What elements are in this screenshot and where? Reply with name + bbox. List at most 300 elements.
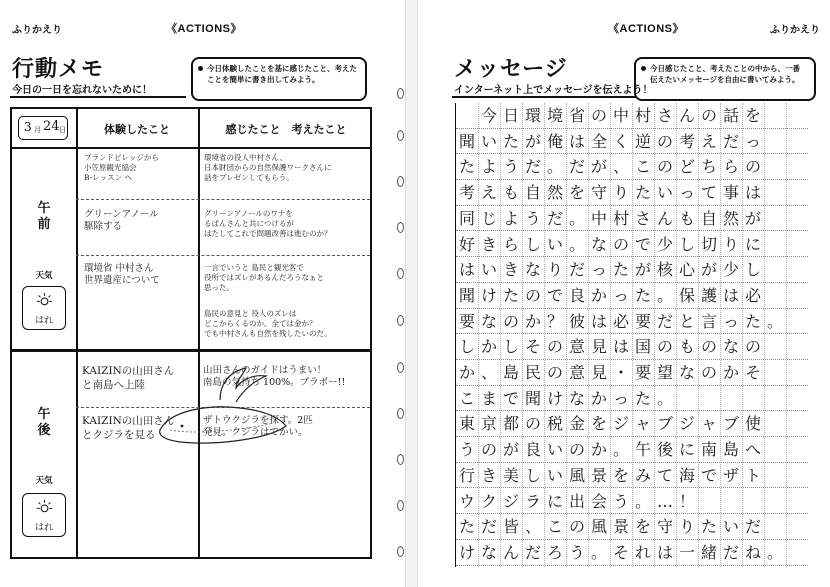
- message-char: …: [657, 491, 673, 511]
- message-char: 海: [678, 465, 695, 485]
- message-char: た: [744, 311, 761, 331]
- corner-label: ふりかえり: [12, 25, 62, 36]
- entry-separator: [76, 199, 370, 200]
- message-char: か: [480, 337, 497, 357]
- message-char: 考: [458, 183, 475, 203]
- ring-hole: [397, 500, 404, 511]
- message-char: 、: [612, 157, 629, 177]
- message-char: う: [502, 157, 519, 177]
- message-char: 好: [458, 234, 475, 254]
- message-line: [456, 129, 808, 155]
- message-char: ！: [678, 491, 695, 511]
- page-gutter: [405, 0, 418, 587]
- message-char: な: [568, 388, 585, 408]
- message-char: ろ: [546, 542, 563, 562]
- message-char: っ: [678, 183, 695, 203]
- message-char: 見: [590, 363, 607, 382]
- thoughts-entry: 一言でいうと 島民と観光客で 役所ではズレがあるんだろうなぁと 思った。: [204, 263, 324, 292]
- message-line: [456, 514, 808, 540]
- message-char: 緒: [700, 542, 717, 562]
- whale-drawing: [150, 360, 310, 450]
- message-char: し: [678, 234, 695, 254]
- message-char: で: [700, 465, 717, 485]
- title-rule: [10, 96, 186, 98]
- message-char: の: [546, 363, 563, 382]
- message-char: 守: [590, 183, 607, 203]
- message-char: い: [546, 440, 563, 460]
- thoughts-entry: ザトウクジラを探す。2匹 発見。クジラはでかい。: [203, 415, 313, 439]
- message-char: し: [524, 234, 541, 254]
- message-char: 中: [590, 208, 607, 228]
- message-char: も: [502, 183, 519, 203]
- message-char: 美: [502, 465, 519, 485]
- message-char: い: [656, 183, 673, 203]
- message-char: ブ: [722, 414, 739, 434]
- message-char: は: [722, 285, 739, 305]
- message-char: ク: [480, 491, 497, 511]
- date-month-unit: 月: [34, 126, 41, 134]
- message-char: 使: [744, 414, 761, 434]
- message-char: 境: [546, 106, 563, 125]
- message-char: ウ: [458, 491, 475, 511]
- message-char: を: [612, 465, 629, 485]
- hint-box: [634, 57, 816, 101]
- actions-tag: 《ACTIONS》: [166, 23, 242, 35]
- message-char: し: [524, 465, 541, 485]
- period-afternoon: 午 後: [37, 407, 51, 439]
- message-char: だ: [480, 517, 497, 537]
- left-page: [0, 0, 405, 587]
- message-char: の: [568, 440, 585, 460]
- message-char: の: [502, 311, 519, 331]
- message-char: 、: [480, 363, 497, 382]
- message-char: ？: [546, 311, 563, 331]
- message-char: が: [634, 260, 651, 280]
- message-char: ど: [678, 157, 695, 177]
- message-line: [456, 309, 808, 335]
- message-line: [456, 206, 808, 232]
- message-char: だ: [524, 542, 541, 562]
- message-char: た: [502, 285, 519, 305]
- message-char: い: [546, 234, 563, 254]
- message-char: よ: [480, 157, 497, 177]
- message-char: を: [634, 517, 651, 537]
- message-char: 民: [524, 363, 541, 382]
- message-char: の: [612, 234, 629, 254]
- message-char: に: [744, 234, 761, 254]
- message-char: た: [634, 183, 651, 203]
- message-char: っ: [722, 311, 739, 331]
- message-char: 核: [656, 260, 673, 280]
- thoughts-entry-extra: 島民の意見と 役人のズレは どこからくるのか。全ては金か？ でも中村さんも自然を残したいのだ。: [204, 309, 332, 338]
- message-line: [456, 540, 808, 566]
- message-char: ャ: [634, 414, 651, 434]
- actions-tag: 《ACTIONS》: [608, 23, 684, 35]
- message-char: 島: [502, 363, 519, 382]
- message-char: ち: [700, 157, 717, 177]
- message-char: い: [546, 465, 563, 485]
- message-char: 村: [634, 106, 651, 125]
- message-char: な: [590, 234, 607, 254]
- message-line: [456, 437, 808, 463]
- message-char: 意: [568, 337, 585, 357]
- message-char: ね: [744, 542, 761, 562]
- message-char: し: [744, 260, 761, 280]
- message-char: じ: [480, 208, 497, 228]
- memo-table: [10, 107, 372, 559]
- column-header-thoughts: 感じたこと 考えたこと: [225, 123, 347, 136]
- message-line: [456, 411, 808, 437]
- message-char: に: [546, 491, 563, 511]
- message-char: の: [700, 337, 717, 357]
- message-char: で: [502, 388, 519, 408]
- message-char: こ: [546, 517, 563, 537]
- message-char: ジ: [678, 414, 695, 434]
- message-char: く: [612, 131, 629, 151]
- sun-icon: [36, 292, 53, 309]
- message-char: 少: [656, 234, 673, 254]
- message-char: 全: [590, 131, 607, 151]
- message-char: た: [634, 285, 651, 305]
- message-char: だ: [568, 260, 585, 280]
- message-char: 良: [524, 440, 541, 460]
- message-char: な: [722, 337, 739, 357]
- thoughts-entry: 山田さんのガイドはうまい！ 南島の気持ち 100%。ブラボー!!: [203, 365, 346, 389]
- message-char: だ: [524, 157, 541, 177]
- message-char: 中: [612, 106, 629, 125]
- weather-label: 天気: [35, 271, 53, 281]
- message-line: [456, 334, 808, 360]
- message-char: し: [502, 337, 519, 357]
- message-char: 都: [502, 414, 519, 434]
- message-char: は: [656, 542, 673, 562]
- message-char: 護: [700, 285, 717, 305]
- message-line: [456, 489, 808, 515]
- message-line: [456, 360, 808, 386]
- ring-hole: [397, 130, 404, 141]
- message-char: 国: [634, 337, 651, 357]
- message-char: 南: [700, 440, 717, 460]
- message-char: 自: [700, 208, 717, 228]
- message-char: 島: [722, 440, 739, 460]
- column-header-experience: 体験したこと: [104, 123, 170, 136]
- message-char: へ: [744, 440, 761, 460]
- ring-hole: [397, 408, 404, 419]
- message-char: だ: [722, 542, 739, 562]
- message-char: だ: [722, 131, 739, 151]
- message-char: た: [458, 517, 475, 537]
- message-char: 保: [678, 285, 695, 305]
- message-char: 。: [590, 542, 607, 562]
- message-char: ん: [678, 106, 695, 125]
- message-char: な: [524, 260, 541, 280]
- message-char: 。: [568, 234, 585, 254]
- message-char: き: [480, 465, 497, 485]
- message-char: 俺: [546, 131, 563, 151]
- weather-box-afternoon[interactable]: [22, 493, 66, 537]
- message-char: が: [744, 208, 761, 228]
- message-char: さ: [634, 208, 651, 228]
- message-char: ザ: [722, 465, 739, 485]
- message-char: か: [590, 285, 607, 305]
- message-char: 切: [700, 234, 717, 254]
- message-char: を: [590, 414, 607, 434]
- entry-separator: [76, 255, 370, 256]
- message-char: 今: [480, 106, 497, 125]
- message-char: は: [744, 183, 761, 203]
- message-char: 。: [766, 542, 783, 562]
- message-char: ト: [744, 465, 761, 485]
- message-char: 良: [568, 285, 585, 305]
- message-char: 要: [458, 311, 475, 331]
- message-char: か: [458, 363, 475, 382]
- message-char: を: [744, 106, 761, 125]
- message-char: そ: [524, 337, 541, 357]
- message-char: は: [568, 131, 585, 151]
- message-char: は: [458, 260, 475, 280]
- message-char: 要: [634, 363, 651, 382]
- message-char: だ: [546, 208, 563, 228]
- message-char: よ: [502, 208, 519, 228]
- message-char: 出: [568, 491, 585, 511]
- weather-label: 天気: [35, 476, 53, 486]
- message-char: 金: [568, 414, 585, 434]
- message-char: の: [590, 106, 607, 125]
- message-char: 。: [766, 311, 783, 331]
- message-char: 会: [590, 491, 607, 511]
- message-char: だ: [744, 517, 761, 537]
- message-char: き: [502, 260, 519, 280]
- message-char: り: [678, 517, 695, 537]
- message-char: う: [524, 208, 541, 228]
- message-char: が: [502, 440, 519, 460]
- message-char: た: [612, 260, 629, 280]
- message-char: 一: [678, 542, 695, 562]
- message-char: 心: [678, 260, 695, 280]
- period-divider: [12, 349, 370, 352]
- message-char: ま: [480, 388, 497, 408]
- weather-note: はれ: [34, 523, 53, 533]
- message-char: ジ: [502, 491, 519, 511]
- message-char: 守: [656, 517, 673, 537]
- message-char: ャ: [700, 414, 717, 434]
- ring-hole: [397, 268, 404, 279]
- message-char: 税: [546, 414, 563, 434]
- experience-entry: KAIZINの山田さん とクジラを見る: [82, 415, 175, 441]
- message-char: ジ: [612, 414, 629, 434]
- message-char: は: [590, 311, 607, 331]
- message-char: だ: [656, 311, 673, 331]
- message-char: っ: [612, 388, 629, 408]
- period-morning: 午 前: [37, 201, 51, 233]
- message-char: か: [722, 363, 739, 382]
- title-rule: [452, 96, 636, 98]
- message-char: け: [546, 388, 563, 408]
- message-char: で: [634, 234, 651, 254]
- message-char: 必: [744, 285, 761, 305]
- ring-hole: [397, 362, 404, 373]
- message-char: 聞: [458, 131, 475, 151]
- message-char: 言: [700, 311, 717, 331]
- message-char: っ: [744, 131, 761, 151]
- message-char: ら: [502, 234, 519, 254]
- ring-hole: [397, 315, 404, 326]
- ring-hole: [397, 222, 404, 233]
- message-char: 、: [524, 517, 541, 537]
- date-box[interactable]: [18, 116, 68, 140]
- message-char: 然: [546, 183, 563, 203]
- message-char: 京: [480, 414, 497, 434]
- thoughts-entry: 環境省の役人中村さん、 日本財団からの自然保護ワークさんに 話をプレゼンしてもらう。: [204, 153, 332, 182]
- message-char: の: [480, 440, 497, 460]
- message-char: が: [590, 157, 607, 177]
- message-char: 逆: [634, 131, 651, 151]
- message-char: の: [656, 131, 673, 151]
- page-subtitle: インターネット上でメッセージを伝えよう！: [454, 85, 653, 96]
- message-char: は: [612, 337, 629, 357]
- message-char: の: [524, 285, 541, 305]
- message-char: 東: [458, 414, 475, 434]
- experience-entry: KAIZINの山田さん と南島へ上陸: [82, 365, 175, 391]
- experience-entry: ブランドビレッジから 小笠原観光協会 B-レッスン へ: [84, 153, 159, 182]
- weather-box-morning[interactable]: [22, 286, 66, 330]
- experience-entry: 環境省 中村さん 世界遺産について: [84, 263, 160, 287]
- message-char: 皆: [502, 517, 519, 537]
- message-char: の: [568, 517, 585, 537]
- message-char: だ: [568, 157, 585, 177]
- message-char: を: [568, 183, 585, 203]
- message-char: え: [480, 183, 497, 203]
- message-char: そ: [612, 542, 629, 562]
- message-char: の: [524, 414, 541, 434]
- column-divider: [198, 109, 200, 557]
- page-title: メッセージ: [454, 57, 568, 82]
- message-char: ラ: [524, 491, 541, 511]
- ring-hole: [397, 176, 404, 187]
- page-title: 行動メモ: [12, 57, 105, 82]
- message-char: り: [612, 183, 629, 203]
- sun-icon: [36, 499, 53, 516]
- message-char: 聞: [524, 388, 541, 408]
- message-char: ら: [722, 157, 739, 177]
- message-char: た: [458, 157, 475, 177]
- message-char: 然: [722, 208, 739, 228]
- message-char: 村: [612, 208, 629, 228]
- message-char: が: [524, 131, 541, 151]
- message-grid[interactable]: [455, 103, 807, 567]
- message-char: き: [480, 234, 497, 254]
- message-char: 同: [458, 208, 475, 228]
- message-char: 。: [656, 285, 673, 305]
- message-char: 景: [590, 465, 607, 485]
- message-char: か: [590, 388, 607, 408]
- message-char: り: [722, 234, 739, 254]
- message-char: っ: [612, 285, 629, 305]
- message-char: う: [458, 440, 475, 460]
- date-day: 24: [43, 119, 60, 134]
- message-char: し: [458, 337, 475, 357]
- message-line: [456, 386, 808, 412]
- message-char: 必: [612, 311, 629, 331]
- message-char: も: [678, 337, 695, 357]
- hint-text: 今日感じたこと、考えたことの中から、一番伝えたいメッセージを自由に書いてみよう。: [650, 64, 800, 84]
- message-char: 考: [678, 131, 695, 151]
- message-char: た: [502, 131, 519, 151]
- message-char: が: [700, 260, 717, 280]
- message-char: た: [700, 517, 717, 537]
- message-char: の: [744, 337, 761, 357]
- message-char: 景: [612, 517, 629, 537]
- message-line: [456, 283, 808, 309]
- message-line: [456, 232, 808, 258]
- page-subtitle: 今日の一日を忘れないために！: [12, 85, 152, 96]
- message-char: い: [480, 260, 497, 280]
- message-char: の: [700, 363, 717, 382]
- message-char: 。: [568, 208, 585, 228]
- message-char: 意: [568, 363, 585, 382]
- hint-box: [191, 57, 367, 101]
- message-char: 聞: [458, 285, 475, 305]
- ring-hole: [397, 88, 404, 99]
- message-char: で: [546, 285, 563, 305]
- message-char: 。: [634, 491, 651, 511]
- message-char: 。: [656, 388, 673, 408]
- message-char: れ: [634, 542, 651, 562]
- message-char: み: [634, 465, 651, 485]
- message-char: 後: [656, 440, 673, 460]
- message-char: 風: [590, 517, 607, 537]
- message-char: か: [524, 311, 541, 331]
- message-char: え: [700, 131, 717, 151]
- experience-entry: グリーンアノール 駆除する: [84, 209, 159, 233]
- message-char: 望: [656, 363, 673, 382]
- message-char: 。: [612, 440, 629, 460]
- message-char: ブ: [656, 414, 673, 434]
- message-char: い: [722, 517, 739, 537]
- message-char: に: [678, 440, 695, 460]
- message-line: [456, 257, 808, 283]
- message-line: [456, 103, 808, 129]
- message-char: の: [546, 337, 563, 357]
- message-char: 午: [634, 440, 651, 460]
- message-char: 。: [546, 157, 563, 177]
- message-char: ん: [656, 208, 673, 228]
- message-char: [456, 103, 478, 129]
- message-char: の: [656, 157, 673, 177]
- thoughts-entry: グリーンアノールのワナを るぱんさんと共につけるが はたしてこれで問題改善は進むのか？: [204, 209, 332, 238]
- date-day-unit: 日: [59, 126, 66, 134]
- message-char: 環: [524, 106, 541, 125]
- message-line: [456, 463, 808, 489]
- header-divider: [12, 147, 370, 149]
- message-char: と: [678, 311, 695, 331]
- message-char: 風: [568, 465, 585, 485]
- message-char: か: [590, 440, 607, 460]
- message-char: う: [612, 491, 629, 511]
- ring-hole: [397, 454, 404, 465]
- message-char: り: [546, 260, 563, 280]
- message-char: そ: [744, 363, 761, 382]
- message-char: 日: [502, 106, 519, 125]
- message-char: け: [480, 285, 497, 305]
- message-char: 話: [722, 106, 739, 125]
- message-char: 自: [524, 183, 541, 203]
- message-char: の: [656, 337, 673, 357]
- message-char: こ: [634, 157, 651, 177]
- message-char: も: [678, 208, 695, 228]
- message-char: な: [480, 542, 497, 562]
- date-month: 3: [24, 120, 32, 134]
